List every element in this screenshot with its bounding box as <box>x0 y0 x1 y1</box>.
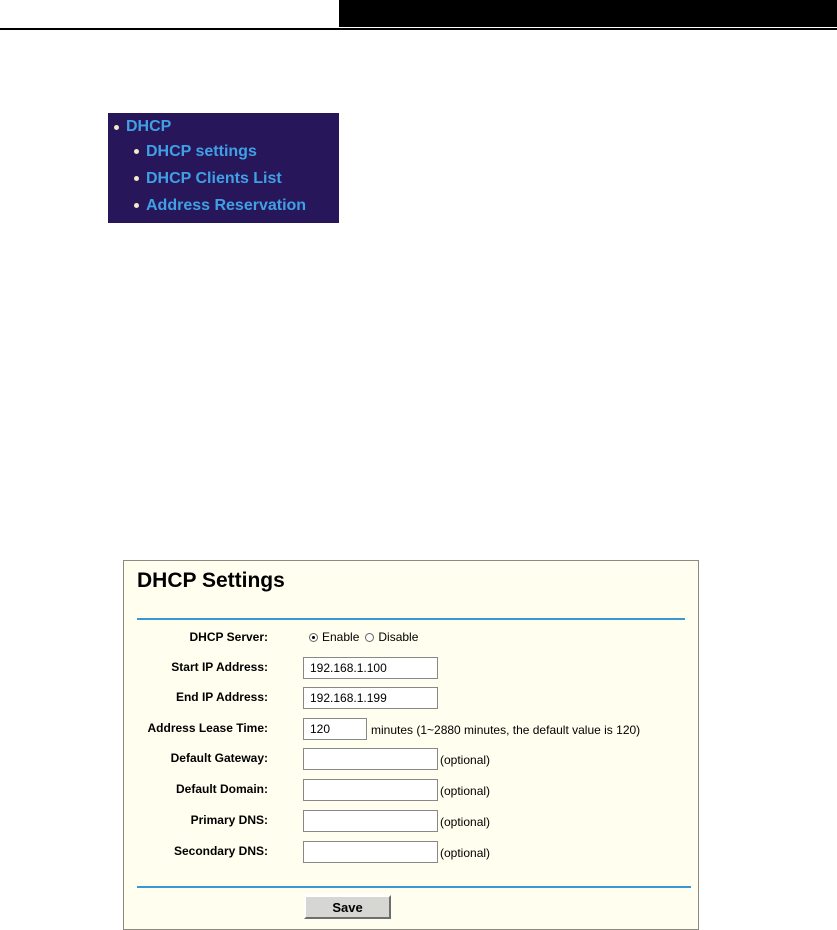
start-ip-input[interactable] <box>303 657 438 679</box>
secondary-dns-label: Secondary DNS: <box>173 844 268 858</box>
menu-item-dhcp-clients-list[interactable] <box>108 165 339 192</box>
bullet-icon <box>134 176 139 181</box>
primary-dns-input[interactable] <box>303 810 438 832</box>
dhcp-menu <box>108 113 339 223</box>
default-gateway-input[interactable] <box>303 748 438 770</box>
bullet-icon <box>114 125 119 130</box>
disable-radio[interactable] <box>365 633 374 642</box>
enable-label: Enable <box>322 630 360 644</box>
default-gateway-label: Default Gateway: <box>170 751 268 765</box>
menu-item-dhcp-settings[interactable] <box>108 138 339 165</box>
bullet-icon <box>134 203 139 208</box>
start-ip-row <box>124 657 698 679</box>
default-domain-row <box>124 779 698 801</box>
primary-dns-row <box>124 810 698 832</box>
disable-label: Disable <box>378 630 419 644</box>
bullet-icon <box>134 149 139 154</box>
panel-title: DHCP Settings <box>137 569 285 592</box>
lease-time-row <box>124 718 698 740</box>
secondary-dns-input[interactable] <box>303 841 438 863</box>
default-gateway-row <box>124 748 698 770</box>
menu-item-label: DHCP <box>126 118 172 135</box>
dhcp-settings-panel <box>123 560 699 930</box>
lease-time-input[interactable] <box>303 718 367 740</box>
bottom-divider <box>137 886 691 888</box>
secondary-dns-hint: (optional) <box>440 846 491 860</box>
menu-item-label: DHCP Clients List <box>146 170 282 187</box>
default-domain-input[interactable] <box>303 779 438 801</box>
menu-item-label: Address Reservation <box>146 197 307 214</box>
default-domain-label: Default Domain: <box>175 782 268 796</box>
secondary-dns-row <box>124 841 698 863</box>
lease-time-hint: minutes (1~2880 minutes, the default value is 120) <box>371 723 641 737</box>
dhcp-server-label: DHCP Server: <box>189 630 268 644</box>
end-ip-label: End IP Address: <box>175 690 268 704</box>
default-gateway-hint: (optional) <box>440 753 491 767</box>
end-ip-row <box>124 687 698 709</box>
header-black-bar <box>339 0 837 27</box>
header-rule <box>0 28 837 30</box>
enable-radio[interactable] <box>309 633 318 642</box>
dhcp-server-row <box>124 627 698 649</box>
menu-item-address-reservation[interactable] <box>108 192 339 219</box>
lease-time-label: Address Lease Time: <box>147 721 268 735</box>
start-ip-label: Start IP Address: <box>171 660 268 674</box>
primary-dns-label: Primary DNS: <box>190 813 268 827</box>
menu-item-dhcp[interactable] <box>108 116 339 138</box>
menu-item-label: DHCP settings <box>146 143 257 160</box>
top-divider <box>137 618 685 620</box>
save-button[interactable]: Save <box>304 895 391 919</box>
primary-dns-hint: (optional) <box>440 815 491 829</box>
end-ip-input[interactable] <box>303 687 438 709</box>
default-domain-hint: (optional) <box>440 784 491 798</box>
dhcp-server-radio-group <box>309 630 424 644</box>
